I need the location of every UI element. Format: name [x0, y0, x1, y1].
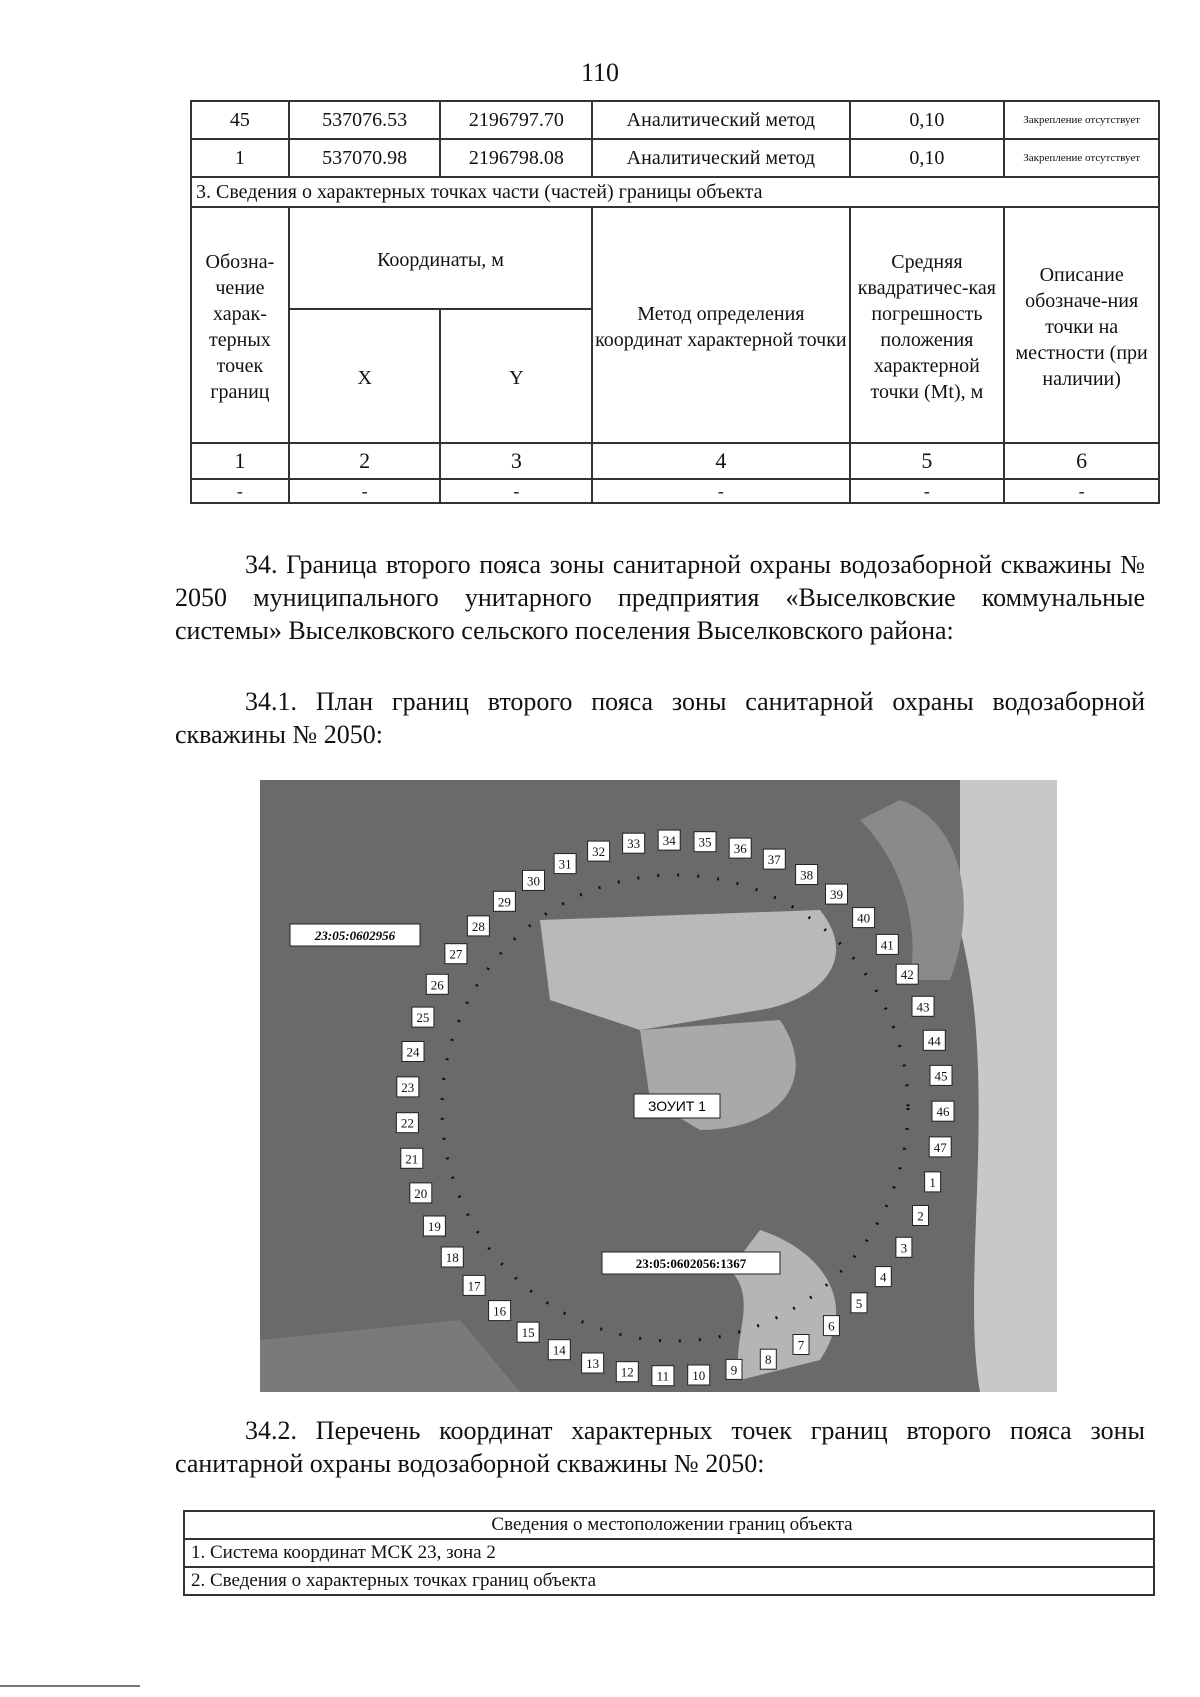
column-number: 4 [592, 443, 849, 479]
mt-value: 0,10 [850, 139, 1005, 177]
empty-cell: - [440, 479, 592, 503]
point-label: 1 [929, 1174, 936, 1190]
point-label: 26 [430, 977, 444, 993]
empty-cell: - [850, 479, 1005, 503]
point-label: 24 [406, 1044, 420, 1060]
footnote-line [0, 1685, 140, 1687]
coord-x: 537070.98 [289, 139, 441, 177]
point-label: 31 [558, 856, 572, 872]
point-label: 6 [828, 1318, 835, 1334]
point-label: 46 [936, 1104, 950, 1120]
table-row [191, 101, 1159, 139]
column-number: 3 [440, 443, 592, 479]
empty-cell: - [191, 479, 289, 503]
point-label: 32 [592, 844, 606, 860]
point-label: 23 [401, 1079, 415, 1095]
table-row [191, 139, 1159, 177]
points-section: 2. Сведения о характерных точках границ объекта [184, 1567, 1154, 1595]
marking-description: Закрепление отсутствует [1004, 101, 1159, 139]
point-label: 39 [830, 887, 843, 903]
section-title-row [191, 177, 1159, 207]
point-label: 40 [857, 910, 871, 926]
point-label: 44 [927, 1033, 941, 1049]
mt-value: 0,10 [850, 101, 1005, 139]
point-label: 17 [467, 1278, 481, 1294]
point-label: 35 [698, 834, 712, 850]
section-title: 3. Сведения о характерных точках части (частей) границы объекта [191, 177, 1159, 207]
empty-cell: - [592, 479, 849, 503]
point-label: 21 [405, 1151, 419, 1167]
point-label: 8 [765, 1352, 772, 1368]
point-label: 19 [427, 1219, 441, 1234]
coordinate-system: 1. Система координат МСК 23, зона 2 [184, 1539, 1154, 1567]
point-label: 37 [767, 852, 781, 868]
point-label: 45 [934, 1068, 948, 1084]
point-label: 33 [627, 836, 641, 852]
point-label: 13 [586, 1356, 600, 1371]
column-number: 1 [191, 443, 289, 479]
header-description: Описание обозначе-ния точки на местности (при наличии) [1004, 207, 1159, 443]
point-label: 10 [692, 1368, 706, 1383]
page-number: 110 [580, 58, 620, 87]
point-label: 29 [497, 894, 511, 910]
paragraph-34-2: 34.2. Перечень координат характерных точек границ второго пояса зоны санитарной охраны водозаборной скважины № 2050: [175, 1416, 1145, 1478]
table-row [184, 1539, 1154, 1567]
parcel-label: 23:05:0602956 [314, 928, 396, 943]
header-method: Метод определения координат характерной точки [592, 207, 849, 443]
marking-description: Закрепление отсутствует [1004, 139, 1159, 177]
point-label: 47 [933, 1139, 947, 1155]
point-label: 43 [916, 999, 930, 1015]
empty-row [191, 479, 1159, 503]
point-label: 12 [620, 1364, 634, 1380]
point-label: 25 [416, 1010, 430, 1026]
point-label: 20 [414, 1185, 428, 1201]
zone-label: ЗОУИТ 1 [647, 1098, 707, 1114]
lot-label: 23:05:0602056:1367 [635, 1256, 747, 1271]
point-label: 18 [445, 1250, 459, 1265]
boundary-plan-map [260, 780, 1057, 1392]
column-number: 5 [850, 443, 1005, 479]
point-label: 16 [493, 1303, 507, 1319]
point-label: 27 [449, 946, 463, 962]
table-row [184, 1567, 1154, 1595]
coord-y: 2196797.70 [440, 101, 592, 139]
header-x: X [289, 309, 441, 443]
boundary-points-table [190, 100, 1160, 504]
coord-y: 2196798.08 [440, 139, 592, 177]
point-label: 5 [855, 1295, 863, 1311]
coord-x: 537076.53 [289, 101, 441, 139]
point-id: 45 [191, 101, 289, 139]
point-label: 14 [552, 1342, 566, 1358]
point-label: 2 [917, 1208, 924, 1224]
point-label: 11 [656, 1368, 670, 1384]
point-label: 22 [400, 1115, 414, 1131]
column-number: 6 [1004, 443, 1159, 479]
point-label: 7 [797, 1337, 805, 1353]
empty-cell: - [1004, 479, 1159, 503]
empty-cell: - [289, 479, 441, 503]
header-designation: Обозна-чение харак-терных точек границ [191, 207, 289, 443]
table-row [184, 1511, 1154, 1539]
point-label: 3 [900, 1240, 908, 1256]
method: Аналитический метод [592, 139, 849, 177]
paragraph-34: 34. Граница второго пояса зоны санитарной охраны водозаборной скважины № 2050 муниципального унитарного предприятия «Выселковские коммунальные системы» Выселковского сельского поселения Выселковского района: [175, 550, 1145, 645]
column-number: 2 [289, 443, 441, 479]
point-label: 28 [471, 918, 485, 934]
point-label: 4 [880, 1269, 887, 1285]
header-mt: Средняя квадратичес-кая погрешность положения характерной точки (Mt), м [850, 207, 1005, 443]
method: Аналитический метод [592, 101, 849, 139]
point-label: 15 [521, 1325, 535, 1341]
header-coordinates: Координаты, м [289, 207, 592, 309]
header-y: Y [440, 309, 592, 443]
point-label: 36 [733, 841, 747, 857]
column-number-row [191, 443, 1159, 479]
location-info-table [183, 1510, 1155, 1596]
point-label: 41 [880, 937, 894, 953]
point-label: 38 [800, 867, 814, 883]
point-label: 42 [900, 967, 914, 983]
point-label: 9 [730, 1362, 738, 1378]
point-label: 30 [527, 873, 540, 889]
table-title: Сведения о местоположении границ объекта [184, 1511, 1154, 1539]
point-label: 34 [662, 833, 676, 849]
paragraph-34-1: 34.1. План границ второго пояса зоны санитарной охраны водозаборной скважины № 2050: [175, 687, 1145, 749]
point-id: 1 [191, 139, 289, 177]
header-row [191, 207, 1159, 309]
